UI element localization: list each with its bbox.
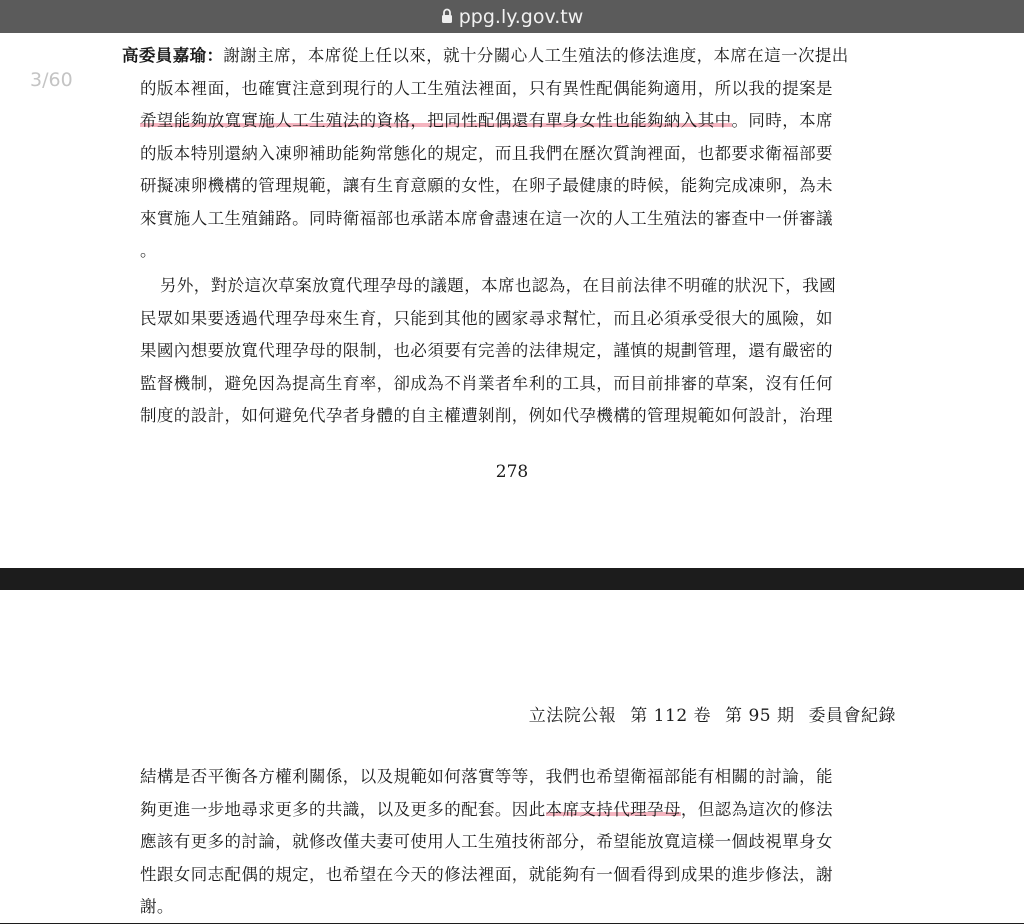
text-line: 民眾如果要透過代理孕母來生育，只能到其他的國家尋求幫忙，而且必須承受很大的風險，如 (140, 308, 833, 328)
highlighted-text: 希望能夠放寬實施人工生殖法的資格，把同性配偶還有單身女性也能夠納入其中 (140, 111, 732, 130)
text-line: 監督機制，避免因為提高生育率，卻成為不肖業者牟利的工具，而目前排審的草案，沒有任何 (140, 373, 833, 393)
paragraph-speaker-statement (122, 40, 908, 268)
page-number: 278 (495, 462, 529, 482)
header-volume: 第 112 卷 (630, 706, 712, 726)
text-line: 制度的設計，如何避免代孕者身體的自主權遭剝削，例如代孕機構的管理規範如何設計，治理 (140, 406, 833, 425)
highlighted-text: 本席支持代理孕母 (545, 799, 681, 819)
text-line: 的版本特別還納入凍卵補助能夠常態化的規定，而且我們在歷次質詢裡面，也都要求衛福部要 (140, 143, 833, 163)
header-section: 委員會紀錄 (808, 706, 896, 726)
text-line: 研擬凍卵機構的管理規範，讓有生育意願的女性，在卵子最健康的時候，能夠完成凍卵，為未 (140, 176, 833, 195)
text-line: 高委員嘉瑜：謝謝主席，本席從上任以來，就十分關心人工生殖法的修法進度，本席在這一次提出 (122, 46, 849, 65)
running-header (515, 701, 896, 726)
text-line: 希望能夠放寬實施人工生殖法的資格，把同性配偶還有單身女性也能夠納入其中。同時，本席 (140, 111, 833, 130)
text-line: 另外，對於這次草案放寬代理孕母的議題，本席也認為，在目前法律不明確的狀況下，我國 (160, 276, 836, 295)
url-text: ppg.ly.gov.tw (458, 5, 584, 28)
text-line: 應該有更多的討論，就修改僅夫妻可使用人工生殖技術部分，希望能放寬這樣一個歧視單身女 (140, 832, 833, 851)
page-indicator: 3/60 (30, 69, 73, 91)
header-issue: 第 95 期 (725, 706, 795, 726)
speaker-name: 高委員嘉瑜： (122, 46, 224, 65)
document-page-278[interactable] (0, 33, 1024, 568)
header-publication: 立法院公報 (528, 706, 617, 726)
paragraph-continuation (140, 761, 908, 924)
text-line: 果國內想要放寬代理孕母的限制，也必須要有完善的法律規定，謹慎的規劃管理，還有嚴密的 (140, 341, 833, 360)
document-page-next[interactable] (0, 590, 1024, 923)
paragraph-surrogacy (140, 270, 908, 433)
lock-icon (441, 7, 453, 29)
browser-address-bar[interactable] (0, 0, 1024, 33)
text-line: 的版本裡面，也確實注意到現行的人工生殖法裡面，只有異性配偶能夠適用，所以我的提案是 (140, 78, 833, 98)
text-line: 。 (140, 241, 157, 260)
text-line: 夠更進一步地尋求更多的共識，以及更多的配套。因此本席支持代理孕母，但認為這次的修法 (140, 799, 833, 819)
text-line: 性跟女同志配偶的規定，也希望在今天的修法裡面，就能夠有一個看得到成果的進步修法，謝 (140, 864, 833, 884)
text-line: 謝。 (140, 897, 174, 916)
text-line: 來實施人工生殖鋪路。同時衛福部也承諾本席會盡速在這一次的人工生殖法的審查中一併審議 (140, 208, 833, 228)
text-line: 結構是否平衡各方權利關係，以及規範如何落實等等，我們也希望衛福部能有相關的討論，能 (140, 767, 833, 786)
